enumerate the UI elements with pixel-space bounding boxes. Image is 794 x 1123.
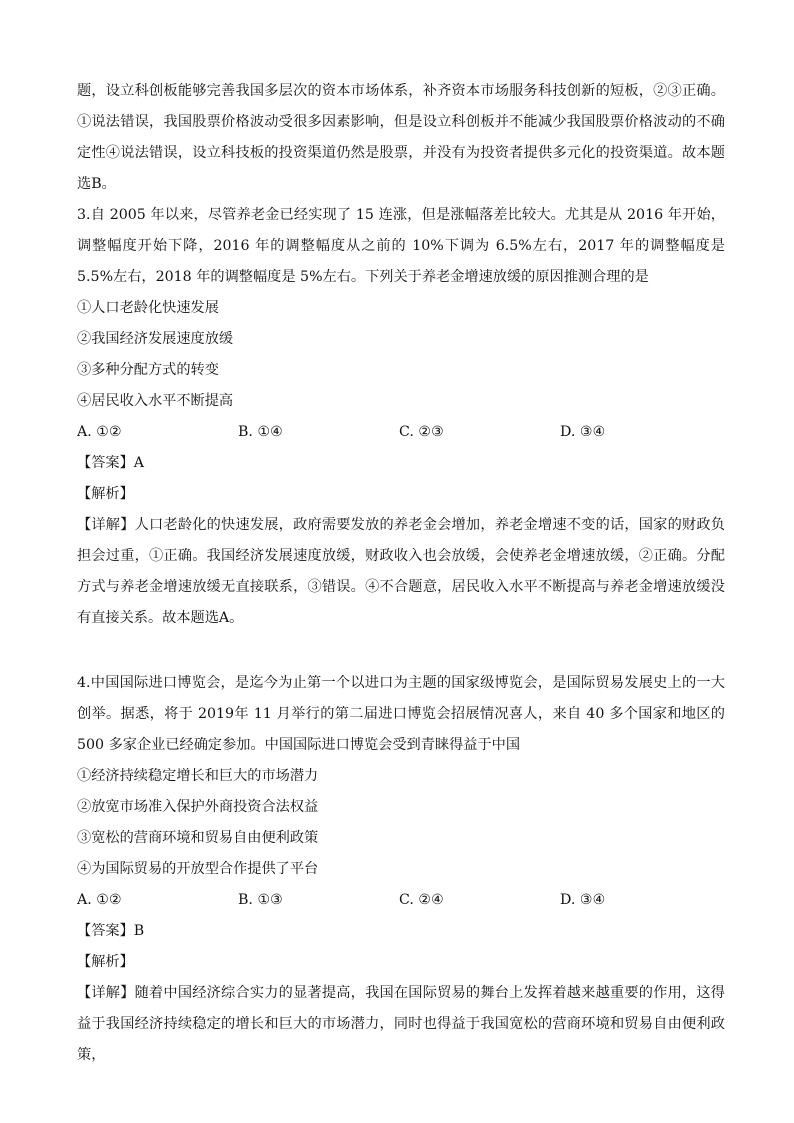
question-4	[77, 668, 725, 1071]
question-4-choice-a: A. ①②	[77, 892, 122, 908]
question-4-stem: 4.中国国际进口博览会，是迄今为止第一个以进口为主题的国家级博览会，是国际贸易发展史上的一大创举。据悉，将于 2019年 11 月举行的第二届进口博览会招展情况喜人，来自 40 多个国家和地区的 500 多家企业已经确定参加。中国国际进口博览会受到青睐得益于中国	[77, 675, 725, 753]
question-3-statement-2: ②我国经济发展速度放缓	[77, 331, 234, 347]
question-4-statement-2: ②放宽市场准入保护外商投资合法权益	[77, 799, 319, 815]
question-4-choices	[77, 885, 725, 916]
question-4-choice-d: D. ③④	[560, 892, 606, 908]
question-3-stem: 3.自 2005 年以来，尽管养老金已经实现了 15 连涨，但是涨幅落差比较大。尤其是从 2016 年开始，调整幅度开始下降，2016 年的调整幅度从之前的 10%下调为 6.5%左右，2017 年的调整幅度是 5.5%左右，2018 年的调整幅度是 5%左右。下列关于养老金增速放缓的原因推测合理的是	[77, 207, 725, 285]
question-3-statement-4: ④居民收入水平不断提高	[77, 393, 234, 409]
question-3-statement-3: ③多种分配方式的转变	[77, 362, 219, 378]
question-4-statement-1: ①经济持续稳定增长和巨大的市场潜力	[77, 768, 319, 784]
question-4-detail: 【详解】随着中国经济综合实力的显著提高，我国在国际贸易的舞台上发挥着越来越重要的作用，这得益于我国经济持续稳定的增长和巨大的市场潜力，同时也得益于我国宽松的营商环境和贸易自由便利政策，	[77, 985, 725, 1063]
question-3-statement-1: ①人口老龄化快速发展	[77, 300, 219, 316]
question-3-choices	[77, 417, 725, 448]
question-3-analysis-label: 【解析】	[77, 486, 134, 502]
question-4-analysis-label: 【解析】	[77, 954, 134, 970]
question-3-choice-a: A. ①②	[77, 424, 122, 440]
question-3-choice-c: C. ②③	[399, 424, 444, 440]
question-4-choice-c: C. ②④	[399, 892, 444, 908]
question-4-statement-4: ④为国际贸易的开放型合作提供了平台	[77, 861, 319, 877]
question-3	[77, 200, 725, 634]
question-3-choice-d: D. ③④	[560, 424, 606, 440]
intro-paragraph: 题，设立科创板能够完善我国多层次的资本市场体系，补齐资本市场服务科技创新的短板，②③正确。①说法错误，我国股票价格波动受很多因素影响，但是设立科创板并不能减少我国股票价格波动的不确定性④说法错误，设立科技板的投资渠道仍然是股票，并没有为投资者提供多元化的投资渠道。故本题选B。	[77, 83, 725, 192]
question-3-detail: 【详解】人口老龄化的快速发展，政府需要发放的养老金会增加，养老金增速不变的话，国家的财政负担会过重，①正确。我国经济发展速度放缓，财政收入也会放缓，会使养老金增速放缓，②正确。分配方式与养老金增速放缓无直接联系，③错误。④不合题意，居民收入水平不断提高与养老金增速放缓没有直接关系。故本题选A。	[77, 517, 725, 626]
question-4-choice-b: B. ①③	[238, 892, 283, 908]
question-4-answer: 【答案】B	[77, 923, 145, 939]
intro-block	[77, 76, 725, 200]
question-4-statement-3: ③宽松的营商环境和贸易自由便利政策	[77, 830, 319, 846]
question-3-answer: 【答案】A	[77, 455, 144, 471]
question-3-choice-b: B. ①④	[238, 424, 283, 440]
